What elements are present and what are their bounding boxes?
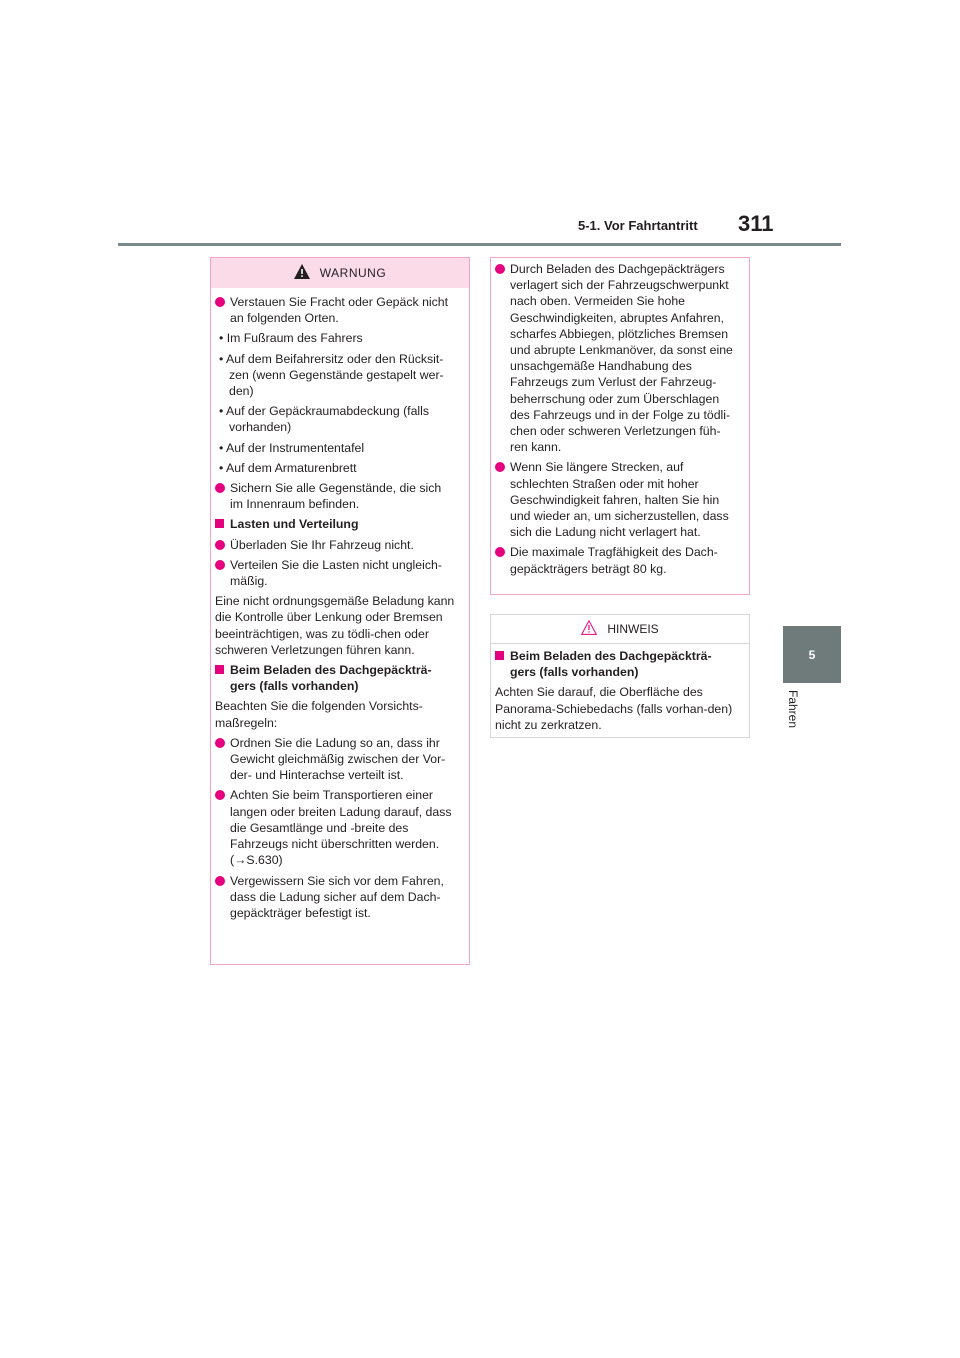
notice-header <box>491 615 749 644</box>
item-text: • Im Fußraum des Fahrers <box>219 331 363 346</box>
section-title: 5-1. Vor Fahrtantritt <box>578 218 698 233</box>
bullet-item <box>215 537 457 553</box>
notice-content <box>491 644 749 733</box>
warning-box-continued <box>490 257 750 595</box>
square-bullet-icon <box>215 665 224 674</box>
item-text: Überladen Sie Ihr Fahrzeug nicht. <box>230 537 414 552</box>
item-text: Ordnen Sie die Ladung so an, dass ihr Gewicht gleichmäßig zwischen der Vor-der- und Hinterachse verteilt ist. <box>230 735 446 783</box>
bullet-item <box>215 873 457 922</box>
chapter-tab[interactable]: 5 <box>783 626 841 683</box>
item-text: Vergewissern Sie sich vor dem Fahren, dass die Ladung sicher auf dem Dach-gepäckträger befestigt ist. <box>230 873 444 920</box>
notice-box <box>490 614 750 738</box>
item-text: Sichern Sie alle Gegenstände, die sich im Innenraum befinden. <box>230 481 442 512</box>
item-text: Verteilen Sie die Lasten nicht ungleich-mäßig. <box>230 557 442 589</box>
subheading <box>495 648 737 680</box>
bullet-dot-icon <box>495 547 505 557</box>
bullet-item <box>215 294 457 326</box>
bullet-dot-icon <box>215 483 225 493</box>
bullet-dot-icon <box>215 297 225 307</box>
subheading <box>215 662 457 694</box>
bullet-dot-icon <box>215 790 225 800</box>
notice-title: HINWEIS <box>607 622 659 636</box>
bullet-dot-icon <box>495 462 505 472</box>
warning-icon <box>294 264 310 282</box>
item-text: Eine nicht ordnungsgemäße Beladung kann die Kontrolle über Lenkung oder Bremsen beeinträchtigen, was zu tödli-chen oder schweren Verletzungen führen kann. <box>215 594 455 657</box>
bullet-dot-icon <box>215 876 225 886</box>
sub-item <box>215 440 457 456</box>
item-text: Verstauen Sie Fracht oder Gepäck nicht an folgenden Orten. <box>230 295 449 326</box>
sub-item <box>215 330 457 346</box>
item-text: Durch Beladen des Dachgepäckträgers verlagert sich der Fahrzeugschwerpunkt nach oben. Vermeiden Sie hohe Geschwindigkeiten, abruptes Anfahren, scharfes Abbiegen, plötzliches Bremsen und abrupte Lenkmanöver, da sonst eine unsachgemäße Handhabung des Fahrzeugs zum Verlust der Fahrzeug-beherrschung oder zum Überschlagen des Fahrzeugs und in der Folge zu tödli-chen oder schweren Verletzungen füh-ren kann. <box>510 262 733 455</box>
bullet-dot-icon <box>215 560 225 570</box>
item-text: Beim Beladen des Dachgepäckträ-gers (falls vorhanden) <box>230 663 432 694</box>
sub-item <box>215 351 457 400</box>
page-number: 311 <box>738 211 774 236</box>
item-text: Lasten und Verteilung <box>230 517 359 532</box>
bullet-dot-icon <box>215 540 225 550</box>
sub-item <box>215 460 457 476</box>
header-rule <box>118 243 841 246</box>
bullet-item <box>495 261 737 455</box>
item-text: • Auf der Gepäckraumabdeckung (falls vorhanden) <box>219 404 430 435</box>
item-text: • Auf dem Armaturenbrett <box>219 460 357 475</box>
bullet-item <box>215 480 457 512</box>
subheading <box>215 516 457 532</box>
paragraph <box>495 684 737 733</box>
square-bullet-icon <box>495 651 504 660</box>
item-text: Die maximale Tragfähigkeit des Dach-gepäckträgers beträgt 80 kg. <box>510 545 718 576</box>
warning-box <box>210 257 470 965</box>
bullet-item <box>215 735 457 784</box>
chapter-label: Fahren <box>786 690 800 729</box>
bullet-item <box>215 787 457 868</box>
bullet-item <box>215 557 457 589</box>
bullet-item <box>495 544 737 576</box>
warning-continued-content <box>491 258 749 577</box>
item-text: Wenn Sie längere Strecken, auf schlechten Straßen oder mit hoher Geschwindigkeit fahren, halten Sie hin und wieder an, um sicherzustellen, dass sich die Ladung nicht verlagert hat. <box>510 460 729 540</box>
caution-icon <box>581 620 597 638</box>
item-text: Achten Sie beim Transportieren einer langen oder breiten Ladung darauf, dass die Gesamtlänge und -breite des Fahrzeugs nicht überschritten werden. (→S.630) <box>230 788 452 868</box>
item-text: • Auf der Instrumententafel <box>219 440 365 455</box>
bullet-item <box>495 459 737 540</box>
item-text: Beim Beladen des Dachgepäckträ-gers (falls vorhanden) <box>510 649 712 680</box>
paragraph <box>215 698 457 730</box>
warning-content <box>211 288 469 921</box>
item-text: Beachten Sie die folgenden Vorsichts-maßregeln: <box>215 699 423 730</box>
paragraph <box>215 593 457 658</box>
sub-item <box>215 403 457 435</box>
warning-header <box>211 258 469 288</box>
item-text: • Auf dem Beifahrersitz oder den Rücksit-zen (wenn Gegenstände gestapelt wer-den) <box>219 351 444 399</box>
warning-title: WARNUNG <box>319 266 387 280</box>
item-text: Achten Sie darauf, die Oberfläche des Panorama-Schiebedachs (falls vorhan-den) nicht zu zerkratzen. <box>495 685 733 732</box>
square-bullet-icon <box>215 519 224 528</box>
bullet-dot-icon <box>495 264 505 274</box>
bullet-dot-icon <box>215 738 225 748</box>
